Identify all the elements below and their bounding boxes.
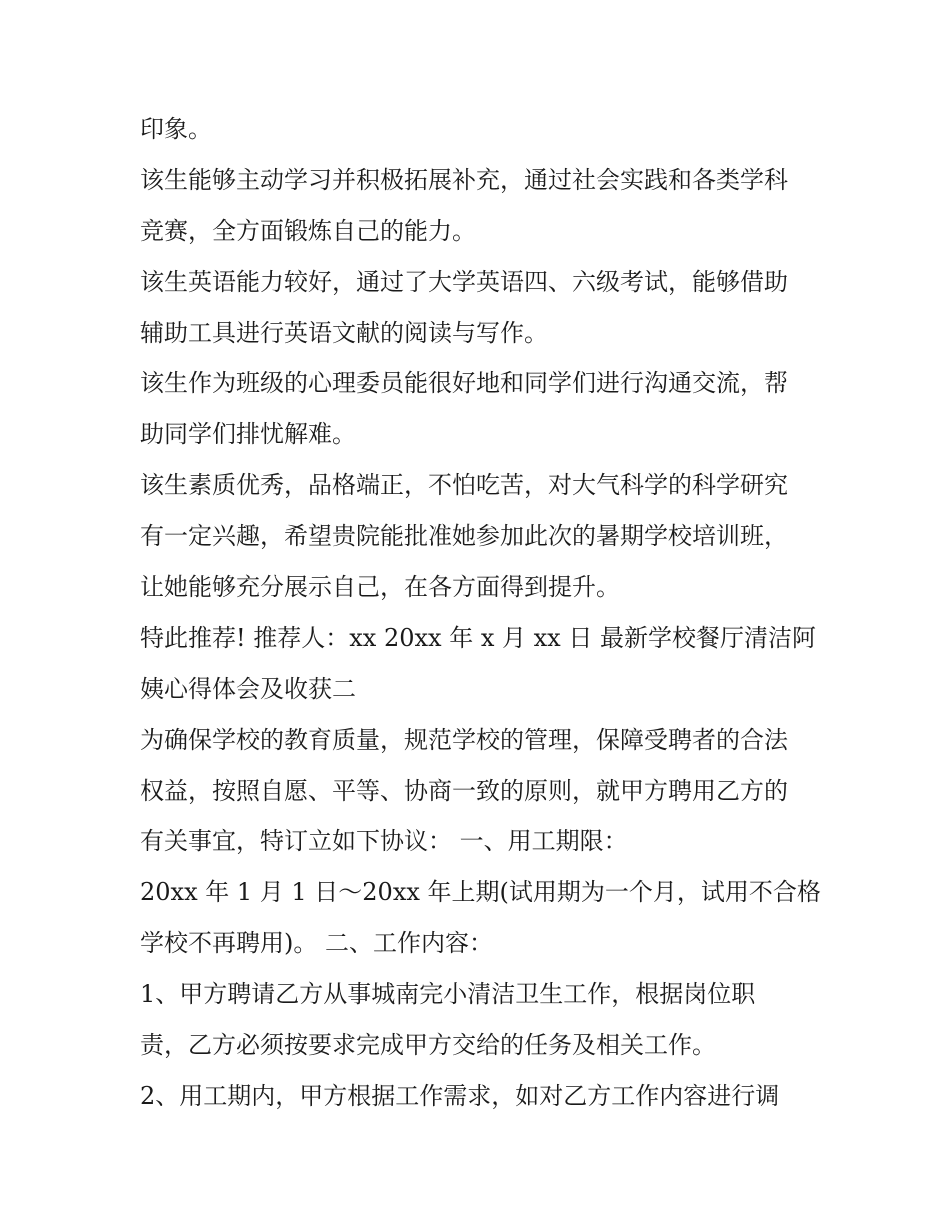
text-line: 印象。 <box>140 115 212 143</box>
text-line: 权益，按照自愿、平等、协商一致的原则，就甲方聘用乙方的 <box>140 776 788 805</box>
text-line: 有关事宜，特订立如下协议： 一、用工期限： <box>140 827 628 856</box>
text-line: 该生作为班级的心理委员能很好地和同学们进行沟通交流，帮 <box>140 369 788 398</box>
text-line: 1、甲方聘请乙方从事城南完小清洁卫生工作，根据岗位职 <box>140 980 756 1009</box>
document-body <box>140 104 830 1122</box>
text-line: 该生能够主动学习并积极拓展补充，通过社会实践和各类学科 <box>140 165 788 194</box>
text-line: 学校不再聘用)。 二、工作内容： <box>140 929 493 958</box>
text-line: 辅助工具进行英语文献的阅读与写作。 <box>140 318 548 347</box>
text-line: 责，乙方必须按要求完成甲方交给的任务及相关工作。 <box>140 1031 716 1060</box>
text-line: 20xx 年 1 月 1 日～20xx 年上期(试用期为一个月，试用不合格 <box>140 878 821 907</box>
text-line: 让她能够充分展示自己，在各方面得到提升。 <box>140 573 620 602</box>
text-line: 助同学们排忧解难。 <box>140 420 356 449</box>
text-line: 特此推荐! 推荐人：xx 20xx 年 x 月 xx 日 最新学校餐厅清洁阿 <box>140 623 816 652</box>
text-line: 竞赛，全方面锻炼自己的能力。 <box>140 216 476 245</box>
text-line: 2、用工期内，甲方根据工作需求，如对乙方工作内容进行调 <box>140 1081 780 1110</box>
text-line: 有一定兴趣，希望贵院能批准她参加此次的暑期学校培训班， <box>140 522 788 551</box>
text-line: 姨心得体会及收获二 <box>140 674 356 703</box>
text-line: 该生素质优秀，品格端正，不怕吃苦，对大气科学的科学研究 <box>140 471 788 500</box>
text-line: 为确保学校的教育质量，规范学校的管理，保障受聘者的合法 <box>140 725 788 754</box>
text-line: 该生英语能力较好，通过了大学英语四、六级考试，能够借助 <box>140 267 788 296</box>
